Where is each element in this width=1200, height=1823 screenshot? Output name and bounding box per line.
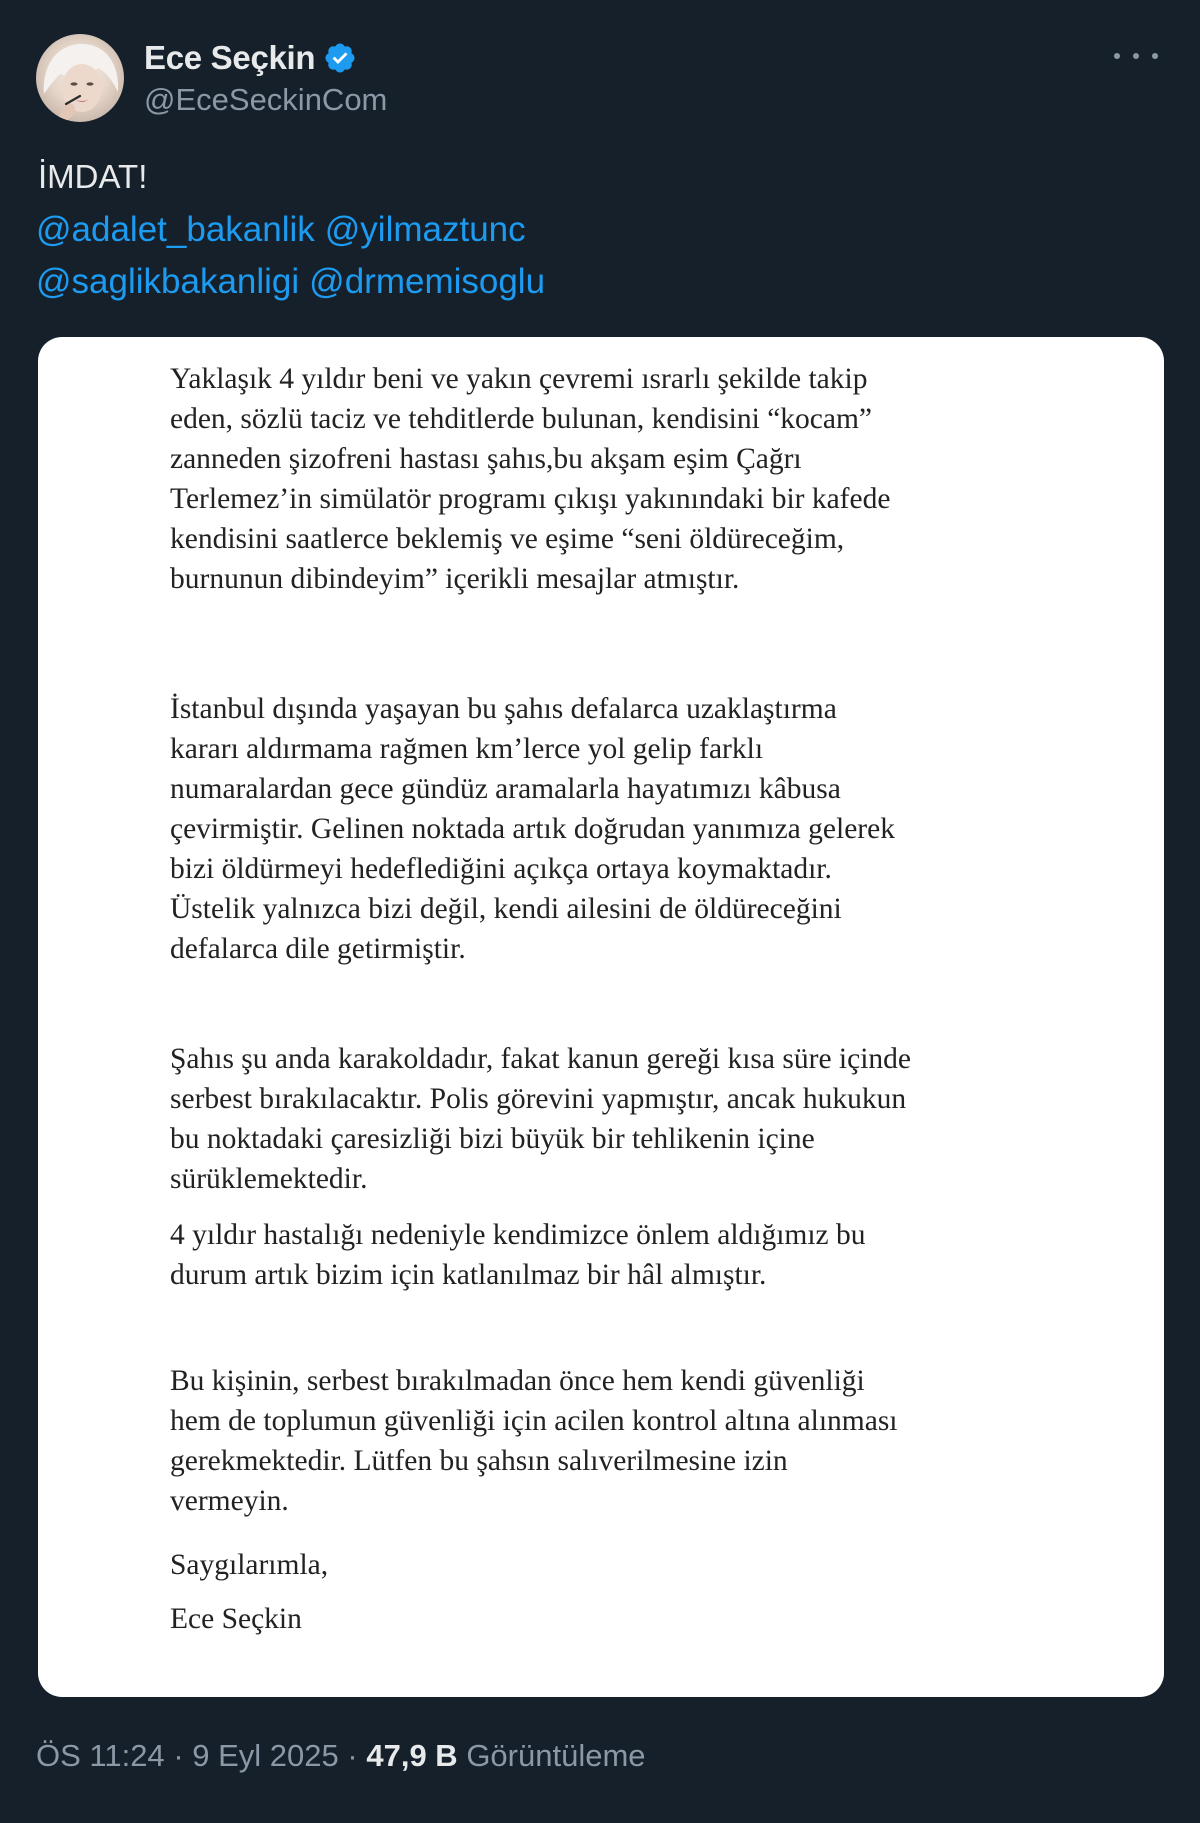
letter-paragraph xyxy=(170,1361,898,1521)
dot xyxy=(1114,53,1120,59)
letter-line: gerekmektedir. Lütfen bu şahsın salıverilmesine izin xyxy=(170,1445,788,1477)
letter-paragraph xyxy=(170,689,895,969)
attached-letter-image[interactable] xyxy=(38,337,1164,1697)
letter-line: burnunun dibindeyim” içerikli mesajlar atmıştır. xyxy=(170,563,740,595)
letter-line: Saygılarımla, xyxy=(170,1549,329,1581)
tweet-date[interactable]: 9 Eyl 2025 xyxy=(192,1738,339,1773)
avatar[interactable] xyxy=(36,34,124,122)
tweet-header xyxy=(36,34,1164,124)
views-label: Görüntüleme xyxy=(466,1738,646,1773)
more-dots-icon[interactable] xyxy=(1114,44,1158,68)
dot xyxy=(1133,53,1139,59)
letter-line: bu noktadaki çaresizliği bizi büyük bir tehlikenin içine xyxy=(170,1123,815,1155)
letter-line: eden, sözlü taciz ve tehditlerde bulunan, kendisini “kocam” xyxy=(170,403,873,435)
tweet-text: İMDAT! xyxy=(38,158,148,195)
mention-line xyxy=(36,204,1136,256)
letter-paragraph xyxy=(170,1039,911,1199)
separator: · xyxy=(173,1738,184,1773)
letter-paragraph xyxy=(170,359,890,599)
letter-line: kararı aldırmama rağmen km’lerce yol gelip farklı xyxy=(170,733,764,765)
mentions xyxy=(36,204,1136,308)
verified-badge-icon xyxy=(323,41,357,75)
letter-line: hem de toplumun güvenliği için acilen kontrol altına alınması xyxy=(170,1405,898,1437)
letter-line: Bu kişinin, serbest bırakılmadan önce hem kendi güvenliği xyxy=(170,1365,865,1397)
avatar-photo-icon xyxy=(36,34,124,122)
letter-line: Terlemez’in simülatör programı çıkışı yakınındaki bir kafede xyxy=(170,483,891,515)
mention-line xyxy=(36,256,1136,308)
letter-line: durum artık bizim için katlanılmaz bir hâl almıştır. xyxy=(170,1259,767,1291)
views-count[interactable]: 47,9 B xyxy=(366,1738,458,1773)
letter-line: 4 yıldır hastalığı nedeniyle kendimizce önlem aldığımız bu xyxy=(170,1219,866,1251)
letter-line: serbest bırakılacaktır. Polis görevini yapmıştır, ancak hukukun xyxy=(170,1083,907,1115)
letter-line: defalarca dile getirmiştir. xyxy=(170,933,466,965)
letter-line: zanneden şizofreni hastası şahıs,bu akşam eşim Çağrı xyxy=(170,443,802,475)
letter-paragraph xyxy=(170,1215,866,1295)
letter-line: Ece Seçkin xyxy=(170,1603,302,1635)
letter-line: bizi öldürmeyi hedeflediğini açıkça ortaya koymaktadır. xyxy=(170,853,832,885)
letter-line: çevirmiştir. Gelinen noktada artık doğrudan yanımıza gelerek xyxy=(170,813,895,845)
letter-closing xyxy=(170,1545,328,1585)
tweet-meta xyxy=(36,1738,646,1774)
letter-line: Üstelik yalnızca bizi değil, kendi ailesini de öldüreceğini xyxy=(170,893,842,925)
letter-signature xyxy=(170,1599,302,1639)
letter-line: İstanbul dışında yaşayan bu şahıs defalarca uzaklaştırma xyxy=(170,693,837,725)
letter-line: kendisini saatlerce beklemiş ve eşime “seni öldüreceğim, xyxy=(170,523,845,555)
mention-link[interactable]: @adalet_bakanlik xyxy=(36,210,315,249)
dot xyxy=(1152,53,1158,59)
mention-link[interactable]: @drmemisoglu xyxy=(309,262,546,301)
tweet-time[interactable]: ÖS 11:24 xyxy=(36,1738,165,1773)
handle[interactable]: @EceSeckinCom xyxy=(144,82,388,117)
display-name[interactable]: Ece Seçkin xyxy=(144,39,316,76)
letter-line: vermeyin. xyxy=(170,1485,289,1517)
letter-line: sürüklemektedir. xyxy=(170,1163,368,1195)
mention-link[interactable]: @yilmaztunc xyxy=(324,210,526,249)
letter-line: numaralardan gece gündüz aramalarla hayatımızı kâbusa xyxy=(170,773,841,805)
mention-link[interactable]: @saglikbakanligi xyxy=(36,262,300,301)
name-row xyxy=(144,36,357,80)
separator: · xyxy=(347,1738,358,1773)
letter-line: Şahıs şu anda karakoldadır, fakat kanun gereği kısa süre içinde xyxy=(170,1043,911,1075)
letter-line: Yaklaşık 4 yıldır beni ve yakın çevremi ısrarlı şekilde takip xyxy=(170,363,868,395)
